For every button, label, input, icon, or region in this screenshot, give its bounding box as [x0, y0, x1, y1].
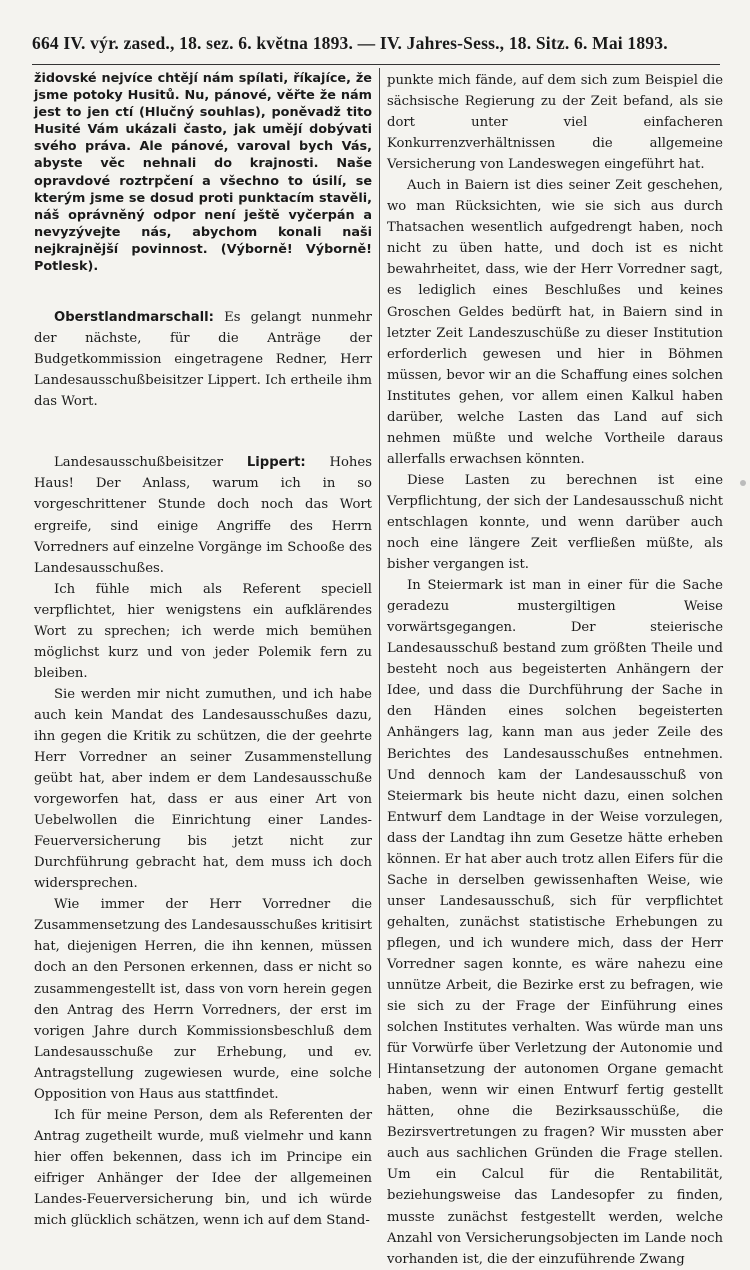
left-paragraph-5: Ich für meine Person, dem als Referenten der Antrag zugetheilt wurde, muß vielmehr und kann hier offen bekennen, dass ich im Principe ein eifriger Anhänger der Idee der allgemeinen Landes-Feuerversicherung bin, und ich würde mich glücklich schätzen, wenn ich auf dem Stand- [34, 1107, 372, 1229]
czech-speech-paragraph: židovské nejvíce chtějí nám spílati, říkajíce, že jsme potoky Husitů. Nu, pánové, věřte že nám jest to jen ctí (Hlučný souhlas), poněvadž tito Husité Vám ukázali často, jak umějí dobývati svého práva. Ale pánové, varoval bych Vás, abyste věc nehnali do krajnosti. Naše opravdové roztrpčení a všechno to úsilí, se kterým jsme se dosud proti punktacím stavěli, náš oprávněný odpor není ještě vyčerpán a nevyzývejte nás, abychom konali naši nejkrajnější povinnost. (Výborně! Výborně! Potlesk). [34, 71, 372, 275]
right-paragraph-2: Auch in Baiern ist dies seiner Zeit geschehen, wo man Rücksichten, wie sie sich aus durch Thatsachen wesentlich aufgedrengt haben, noch nicht zu üben hatte, und doch ist es nicht bewahrheitet, dass, wie der Herr Vorredner sagt, es lediglich eines Beschlußes und keines Groschen Geldes bedürft hat, in Baiern sind in letzter Zeit Landeszuschüße zu dieser Institution erforderlich gewesen und hier in Böhmen müssen, bevor wir an die Schaffung eines solchen Institutes gehen, vor allem einen Kalkul haben darüber, welche Lasten das Land auf sich nehmen müßte und welche Vortheile daraus allerfalls erwachsen könnten. [387, 178, 723, 467]
speaker-oberstlandmarschall: Oberstlandmarschall: [54, 310, 214, 326]
left-paragraph-3: Sie werden mir nicht zumuthen, und ich habe auch kein Mandat des Landesausschußes dazu, ihn gegen die Kritik zu schützen, die der geehrte Herr Vorredner an seiner Zusammenstellung geübt hat, aber indem er dem Landesausschuße vorgeworfen hat, dass er aus einer Art von Uebelwollen die Einrichtung einer Landes-Feuerversicherung bis jetzt nicht zur Durchführung gebracht hat, dem muss ich doch widersprechen. [34, 686, 372, 892]
speaker-lippert: Lippert: [246, 455, 306, 471]
column-divider [379, 68, 380, 1078]
left-paragraph-4: Wie immer der Herr Vorredner die Zusammensetzung des Landesausschußes kritisirt hat, diejenigen Herren, die ihn kennen, müssen doch an den Personen erkennen, dass er nicht so zusammengestellt ist, dass von vorn herein gegen den Antrag des Herrn Vorredners, der erst im vorigen Jahre durch Kommissionsbeschluß dem Landesausschuße zur Erhebung, und ev. Antragstellung zugewiesen wurde, eine solche Opposition von Haus aus stattfindet. [34, 897, 372, 1102]
header-rule [32, 64, 720, 65]
left-paragraph-2: Ich fühle mich als Referent speciell verpflichtet, hier wenigstens ein aufklärendes Wort zu sprechen; ich werde mich bemühen möglichst kurz und von jeder Polemik fern zu bleiben. [34, 581, 372, 681]
lippert-text: Hohes Haus! Der Anlass, warum ich in so vorgeschrittener Stunde doch noch das Wort ergreife, sind einige Angriffe des Herrn Vorredners auf einzelne Vorgänge im Schooße des Landesausschußes. [34, 455, 372, 576]
page-header: 664 IV. výr. zased., 18. sez. 6. května 1893. — IV. Jahres-Sess., 18. Sitz. 6. Mai 1893. [32, 33, 668, 53]
right-paragraph-3: Diese Lasten zu berechnen ist eine Verpflichtung, der sich der Landesausschuß nicht entschlagen konnte, und wenn darüber auch noch eine längere Zeit verfließen müßte, als bisher vergangen ist. [387, 472, 723, 573]
spacer [34, 412, 372, 452]
left-column [34, 70, 372, 1229]
right-paragraph-1: punkte mich fände, auf dem sich zum Beispiel die sächsische Regierung zu der Zeit befand, als sie dort unter viel einfacheren Konkurrenzverhältnissen die allgemeine Versicherung von Landeswegen eingeführt hat. [387, 73, 723, 173]
page-edge-mark [740, 480, 746, 486]
lippert-intro-paragraph [34, 452, 372, 578]
right-column [387, 70, 723, 1267]
lippert-title: Landesausschußbeisitzer [54, 455, 224, 471]
spacer [34, 275, 372, 307]
right-paragraph-4: In Steiermark ist man in einer für die Sache geradezu mustergiltigen Weise vorwärtsgegangen. Der steierische Landesausschuß bestand zum größten Theile und besteht noch aus begeisterten Anhängern der Idee, und dass die Durchführung der Sache in den Händen eines solchen begeisterten Anhängers lag, kann man aus jeder Zeile des Berichtes des Landesausschußes entnehmen. Und dennoch kam der Landesausschuß von Steiermark bis heute nicht dazu, einen solchen Entwurf dem Landtage in der Weise vorzulegen, dass der Landtag ihn zum Gesetze hätte erheben können. Er hat aber auch trotz allen Eifers für die Sache in derselben gewissenhaften Weise, wie unser Landesausschuß, sich für verpflichtet gehalten, zunächst statistische Erhebungen zu pflegen, und ich wundere mich, dass der Herr Vorredner sagen konnte, es wäre nahezu eine unnütze Arbeit, die Bezirke erst zu befragen, wie sie sich zu der Frage der Einführung eines solchen Institutes verhalten. Was würde man uns für Vorwürfe über Verletzung der Autonomie und Hintansetzung der autonomen Organe gemacht haben, wenn wir einen Entwurf fertig gestellt hätten, ohne die Bezirksausschüße, die Bezirsvertretungen zu fragen? Wir mussten aber auch aus sachlichen Gründen die Frage stellen. Um ein Calcul für die Rentabilität, beziehungsweise das Landesopfer zu finden, musste zunächst festgestellt werden, welche Anzahl von Versicherungsobjecten im Lande noch vorhanden ist, die der einzuführende Zwang [387, 578, 723, 1267]
marshal-paragraph [34, 307, 372, 412]
marshal-text: Es gelangt nunmehr der nächste, für die Anträge der Budgetkommission eingetragene Redner, Herr Landesausschußbeisitzer Lippert. Ich ertheile ihm das Wort. [34, 310, 372, 410]
